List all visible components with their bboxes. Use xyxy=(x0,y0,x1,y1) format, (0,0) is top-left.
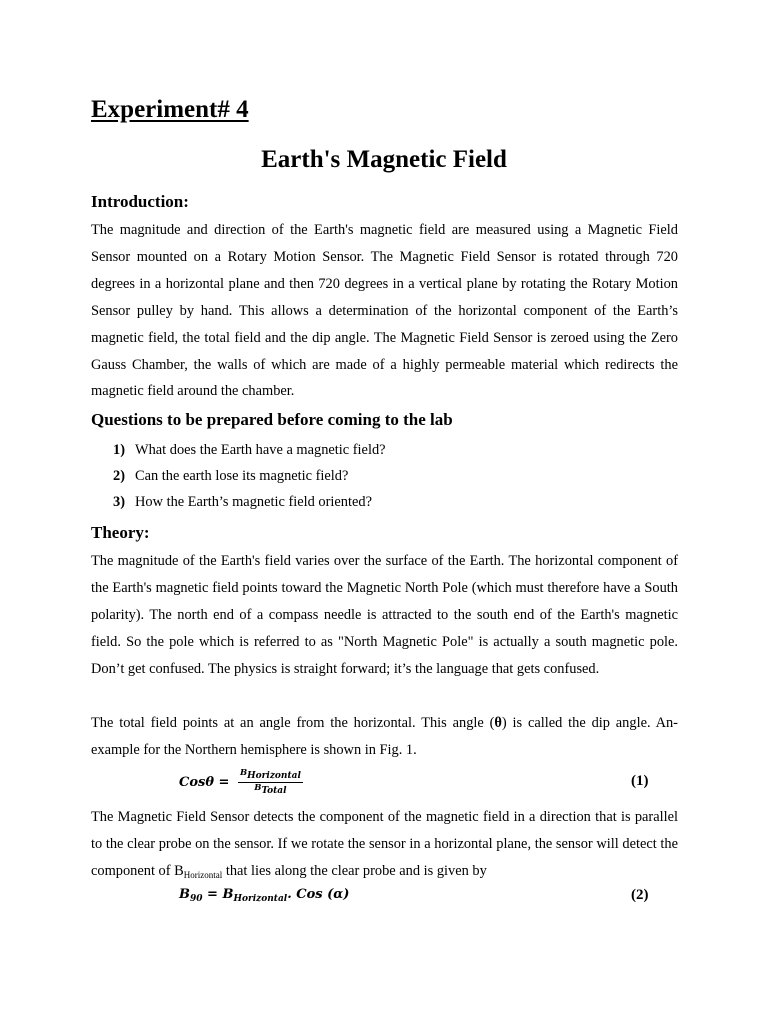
denominator-subscript: Total xyxy=(261,786,287,796)
b90-symbol: B xyxy=(179,887,190,902)
equation-fraction xyxy=(238,768,303,797)
bhorizontal-symbol: B xyxy=(222,887,234,902)
fraction-denominator xyxy=(238,783,303,797)
page-title: Earth's Magnetic Field xyxy=(261,146,507,173)
introduction-heading: Introduction: xyxy=(91,192,189,211)
bhorizontal-subscript: Horizontal xyxy=(233,894,288,904)
question-item xyxy=(113,492,372,512)
paragraph-text: ) is called the dip angle. An-example for the Northern hemisphere is shown in Fig. 1. xyxy=(91,715,678,758)
paragraph-text: The Magnetic Field Sensor detects the component of the magnetic field in a direction that is parallel to the clear probe on the sensor. If we rotate the sensor in a horizontal plane, the sensor will detect the component of B xyxy=(91,809,678,879)
question-item xyxy=(113,440,386,460)
theory-paragraph-2 xyxy=(91,710,678,764)
fraction-numerator xyxy=(238,768,303,783)
numerator-symbol: B xyxy=(239,768,248,778)
numerator-subscript: Horizontal xyxy=(247,771,301,781)
cos-alpha-term: . Cos (α) xyxy=(287,887,350,902)
equation-1-number: (1) xyxy=(631,773,649,789)
equation-1 xyxy=(179,768,303,797)
paragraph-text: that lies along the clear probe and is given by xyxy=(222,862,487,879)
b90-subscript: 90 xyxy=(190,894,203,904)
equation-2 xyxy=(179,887,349,904)
question-text: What does the Earth have a magnetic field? xyxy=(135,442,386,458)
denominator-symbol: B xyxy=(254,783,262,793)
experiment-title: Experiment# 4 xyxy=(91,96,249,123)
paragraph-text: The total field points at an angle from the horizontal. This angle ( xyxy=(91,715,495,731)
equation-2-number: (2) xyxy=(631,887,649,903)
equation-lhs: Cosθ = xyxy=(179,775,230,790)
horizontal-subscript: Horizontal xyxy=(183,869,223,880)
theta-symbol: θ xyxy=(494,715,502,731)
theory-paragraph-3 xyxy=(91,804,678,889)
theory-heading: Theory: xyxy=(91,523,150,542)
introduction-paragraph: The magnitude and direction of the Earth's magnetic field are measured using a Magnetic Field Sensor mounted on a Rotary Motion Sensor. The Magnetic Field Sensor is rotated through 720 degrees in a horizontal plane and then 720 degrees in a vertical plane by rotating the Rotary Motion Sensor pulley by hand. This allows a determination of the horizontal component of the Earth’s magnetic field, the total field and the dip angle. The Magnetic Field Sensor is zeroed using the Zero Gauss Chamber, the walls of which are made of a highly permeable material which redirects the magnetic field around the chamber. xyxy=(91,222,678,400)
question-number: 2) xyxy=(113,468,125,484)
equals-sign: = xyxy=(202,887,223,902)
questions-heading: Questions to be prepared before coming to the lab xyxy=(91,410,453,429)
question-item xyxy=(113,466,348,486)
question-number: 3) xyxy=(113,494,125,510)
question-text: Can the earth lose its magnetic field? xyxy=(135,468,349,484)
theory-paragraph-1: The magnitude of the Earth's field varies over the surface of the Earth. The horizontal component of the Earth's magnetic field points toward the Magnetic North Pole (which must therefore have a South polarity). The north end of a compass needle is attracted to the south end of the Earth's magnetic field. So the pole which is referred to as "North Magnetic Pole" is actually a south magnetic pole. Don’t get confused. The physics is straight forward; it’s the language that gets confused. xyxy=(91,553,678,677)
question-number: 1) xyxy=(113,442,125,458)
question-text: How the Earth’s magnetic field oriented? xyxy=(135,494,372,510)
